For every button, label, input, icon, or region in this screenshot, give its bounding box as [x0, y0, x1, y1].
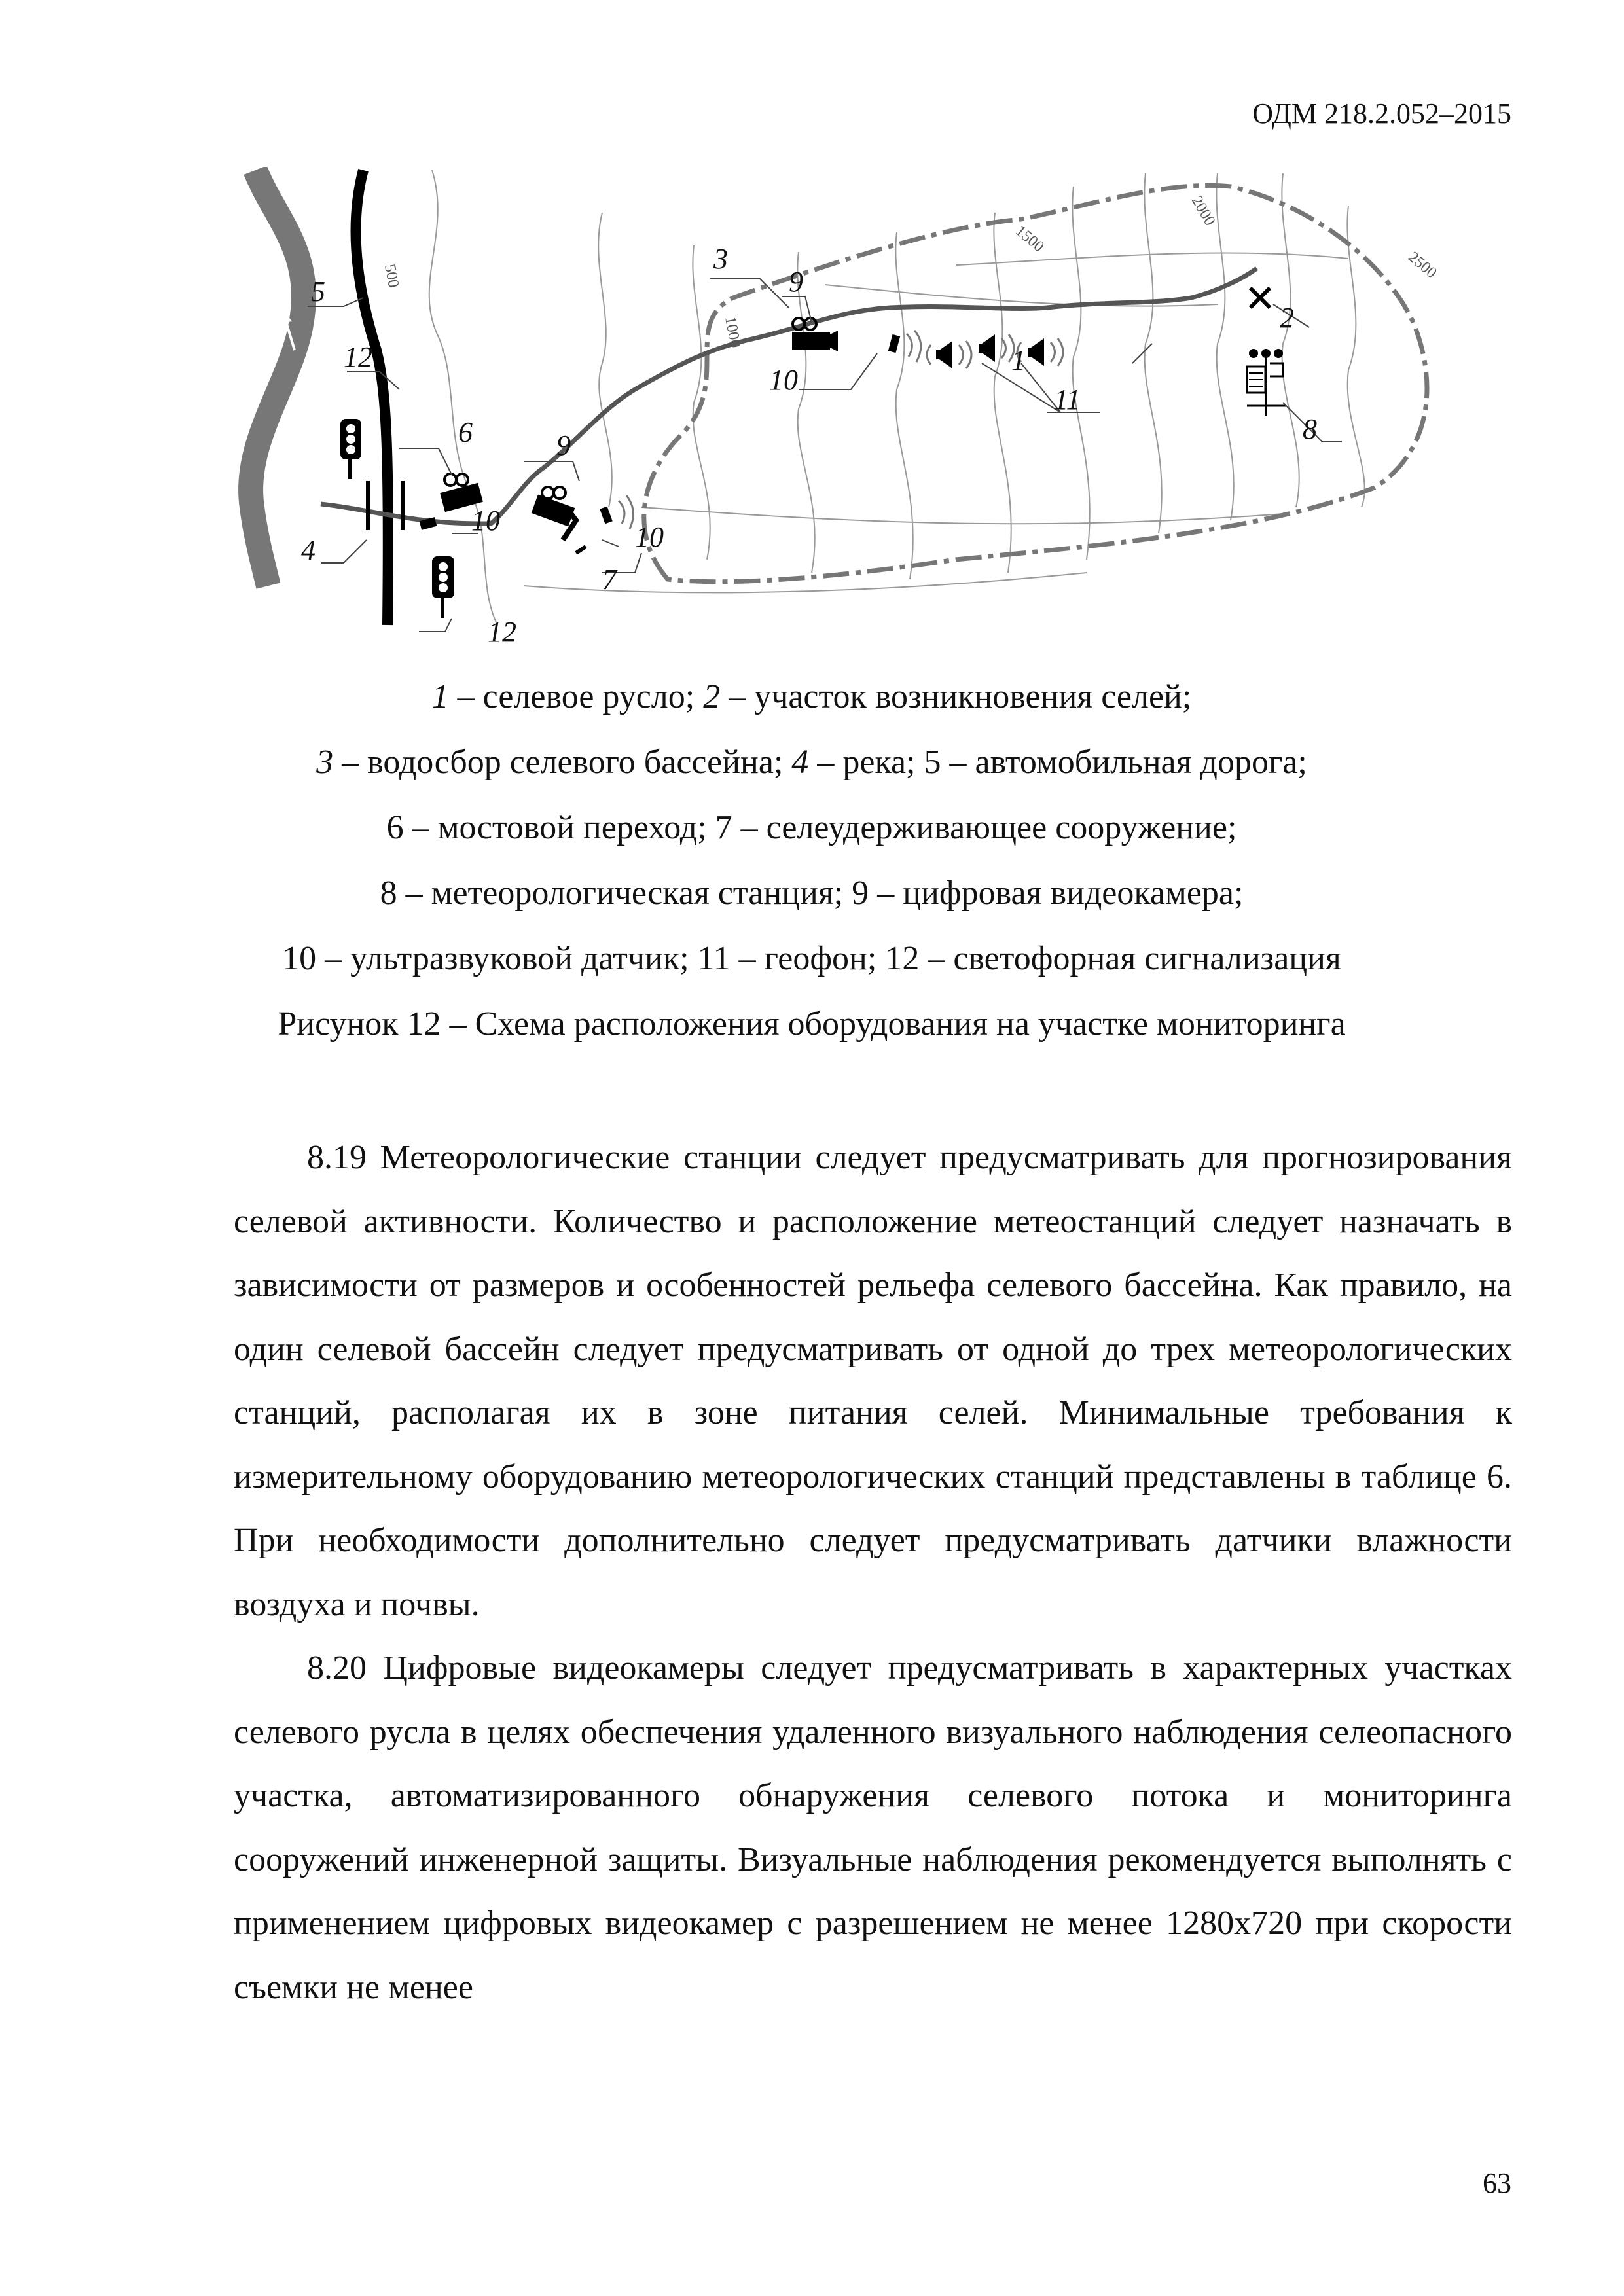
- legend-text: – водосбор селевого бассейна;: [333, 744, 792, 781]
- legend-number: 3: [316, 744, 334, 781]
- road-5: [356, 170, 388, 625]
- river-4: [251, 170, 304, 586]
- label-4: 4: [301, 534, 316, 566]
- legend-line-4: 8 – метеорологическая станция; 9 – цифровая видеокамера;: [380, 874, 1244, 912]
- paragraph-8-20: 8.20 Цифровые видеокамеры следует предусматривать в характерных участках селевого русла в целях обеспечения удаленного визуального наблюдения селеопасного участка, автоматизированного обнаружения селевого потока и мониторинга сооружений инженерной защиты. Визуальные наблюдения рекомендуется выполнять с применением цифровых видеокамер с разрешением не менее 1280х720 при скорости съемки не менее: [234, 1649, 1512, 2006]
- page-number: 63: [1483, 2167, 1511, 2199]
- paragraph-8-19: 8.19 Метеорологические станции следует предусматривать для прогнозирования селевой активности. Количество и расположение метеостанций следует назначать в зависимости от размеров и особенностей рельефа селевого бассейна. Как правило, на один селевой бассейн следует предусматривать от одной до трех метеорологических станций, располагая их в зоне питания селей. Минимальные требования к измерительному оборудованию метеорологических станций представлены в таблице 6. При необходимости дополнительно следует предусматривать датчики влажности воздуха и почвы.: [234, 1139, 1512, 1623]
- ultrasonic-sensor-icon: [420, 334, 901, 530]
- contour-label-500: 500: [381, 262, 402, 289]
- video-camera-icon: [532, 487, 575, 526]
- label-11: 11: [1054, 384, 1081, 416]
- contour-label-1000: 1000: [721, 315, 744, 350]
- contour-label-1500: 1500: [1012, 222, 1047, 256]
- label-5: 5: [311, 276, 325, 308]
- video-camera-icon: [792, 318, 838, 351]
- label-2: 2: [1280, 302, 1294, 334]
- label-10-mid: 10: [635, 521, 664, 553]
- legend-text: – река; 5 – автомобильная дорога;: [808, 744, 1307, 781]
- legend-line-2: [190, 730, 1434, 795]
- traffic-light-icon: [340, 419, 361, 479]
- label-10-left: 10: [471, 505, 500, 537]
- body-text: [234, 1126, 1512, 2019]
- legend-number: 2: [703, 678, 721, 715]
- label-8: 8: [1303, 413, 1317, 445]
- label-9-right: 9: [789, 266, 803, 298]
- label-1: 1: [1011, 344, 1026, 376]
- label-9-left: 9: [556, 429, 571, 461]
- legend-line-3: 6 – мостовой переход; 7 – селеудерживающее сооружение;: [386, 809, 1237, 846]
- label-7: 7: [602, 564, 617, 596]
- traffic-light-icon: [432, 556, 454, 618]
- legend-number: 1: [431, 678, 449, 715]
- weather-station-icon: [1247, 349, 1286, 416]
- label-10-right: 10: [769, 364, 798, 396]
- document-code-header: ОДМ 218.2.052–2015: [1252, 98, 1511, 130]
- geophone-icon: [936, 334, 1044, 368]
- label-12-bottom: 12: [488, 616, 516, 648]
- legend-number: 4: [791, 744, 809, 781]
- origin-cross-icon: [1250, 288, 1270, 308]
- legend-line-5: 10 – ультразвуковой датчик; 11 – геофон; 12 – светофорная сигнализация: [282, 940, 1341, 977]
- label-6: 6: [458, 416, 473, 448]
- contour-label-2000: 2000: [1187, 193, 1219, 229]
- label-12-top: 12: [344, 341, 372, 373]
- legend-line-1: [190, 664, 1434, 730]
- figure-title: Рисунок 12 – Схема расположения оборудования на участке мониторинга: [278, 1005, 1346, 1043]
- contour-lines: [429, 170, 1365, 625]
- label-3: 3: [713, 243, 728, 275]
- figure-caption: [190, 664, 1434, 1057]
- legend-text: – участок возникновения селей;: [720, 678, 1192, 715]
- legend-text: – селевое русло;: [448, 678, 704, 715]
- contour-label-2500: 2500: [1405, 248, 1440, 282]
- monitoring-equipment-diagram: [236, 167, 1506, 664]
